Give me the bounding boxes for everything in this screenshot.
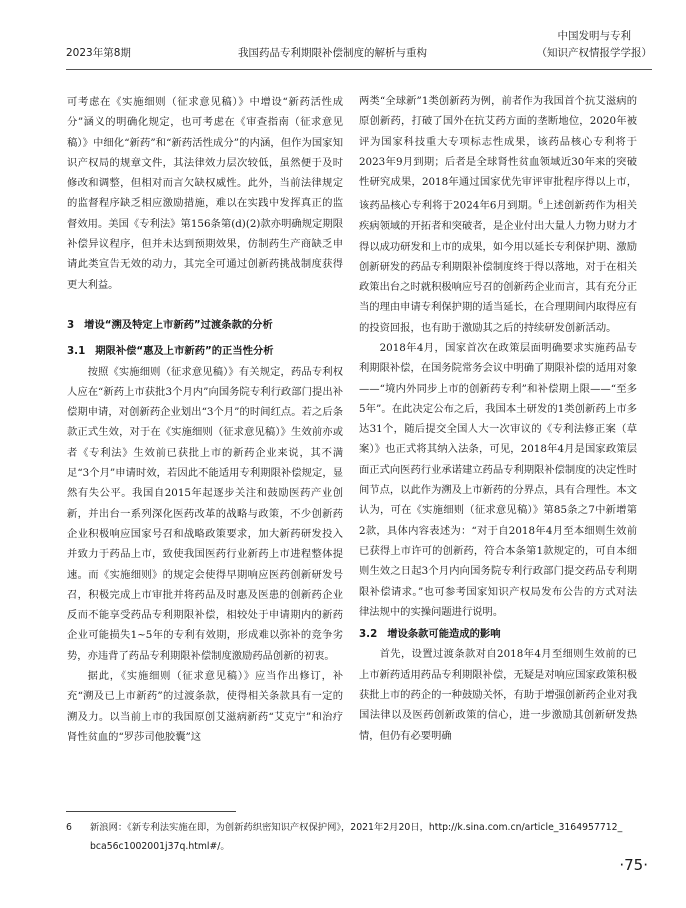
- section-number: 3: [67, 318, 75, 331]
- right-column: [359, 91, 637, 746]
- paragraph: [359, 91, 637, 338]
- issue-label: 2023年第8期: [66, 47, 131, 59]
- header-rule: [66, 69, 652, 70]
- section-heading-3: [67, 315, 343, 335]
- journal-subtitle: （知识产权情报学学报）: [536, 47, 652, 59]
- paragraph: 据此，《实施细则（征求意见稿）》应当作出修订，补充“溯及已上市新药”的过渡条款，使得相关条款具有一定的溯及力。以当前上市的我国原创艾滋病新药“艾克宁”和治疗肾性贫血的“罗莎司他胶囊”这: [67, 670, 343, 743]
- running-title: 我国药品专利期限补偿制度的解析与重构: [238, 47, 427, 59]
- footnote: [66, 818, 626, 856]
- paragraph: 可考虑在《实施细则（征求意见稿）》中增设“新药活性成分”涵义的明确化规定，也可考虑在《审查指南（征求意见稿）》中细化“新药”和“新药活性成分”的内涵，但作为国家知识产权局的规章文件，其法律效力层次较低，虽然便于及时修改和调整，但相对而言欠缺权威性。此外，当前法律规定的监督程序缺乏相应激励措施，难以在实践中发挥真正的监督效用。美国《专利法》第156条第(d)(2)款亦明确规定期限补偿异议程序，但并未达到预期效果，仿制药生产商缺乏申请此类宣告无效的动力，其完全可通过创新药挑战制度获得更大利益。: [67, 96, 343, 291]
- section-title: 期限补偿“惠及上市新药”的正当性分析: [95, 345, 274, 358]
- section-heading-3-1: [67, 341, 343, 361]
- paragraph-text: 上述创新药作为相关疾病领域的开拓者和突破者，是企业付出大量人力物力财力才得以成功研发和上市的成果，如今用以延长专利保护期、激励创新研发的药品专利期限补偿制度终于得以落地，对于在相关政策出台之时就积极响应号召的创新药企业而言，其有充分正当的理由申请专利保护期的适当延长，在合理期间内取得应有的投资回报，也有助于激励其之后的持续研发创新活动。: [359, 199, 638, 334]
- section-number: 3.1: [67, 345, 86, 358]
- paragraph: 按照《实施细则（征求意见稿）》有关规定，药品专利权人应在“新药上市获批3个月内”向国务院专利行政部门提出补偿期申请，对创新药企业划出“3个月”的时间红点。若之后条款正式生效，对于在《实施细则（征求意见稿）》生效前亦或者《专利法》生效前已获批上市的新药企业来说，其不满足“3个月”申请时效，若因此不能适用专利期限补偿规定，显然有失公平。我国自2015年起逐步关注和鼓励医药产业创新，并出台一系列深化医药改革的战略与政策，不少创新药企业积极响应国家号召和战略政策要求，加大新药研发投入并致力于药品上市，致使我国医药行业新药上市进程整体提速。而《实施细则》的规定会使得早期响应医药创新研发号召，积极完成上市审批并将药品及时惠及医患的创新药企业反而不能享受药品专利期限补偿，相较处于申请期内的新药企业可能损失1~5年的专利有效期，形成难以弥补的竞争劣势，亦违背了药品专利期限补偿制度激励药品创新的初衷。: [67, 365, 343, 662]
- page-number: ·75·: [619, 856, 648, 874]
- left-column: [67, 92, 343, 747]
- journal-name-block: [537, 28, 653, 62]
- paragraph-text: 两类“全球新”1类创新药为例，前者作为我国首个抗艾滋病的原创新药，打破了国外在抗艾药方面的垄断地位，2020年被评为国家科技重大专项标志性成果，该药品核心专利将于2023年9月到期；后者是全球肾性贫血领域近30年来的突破性研究成果，2018年通过国家优先审评审批程序得以上市，该药品核心专利将于2024年6月到期。: [359, 95, 637, 212]
- section-heading-3-2: [359, 624, 637, 644]
- paragraph: 2018年4月，国家首次在政策层面明确要求实施药品专利期限补偿，在国务院常务会议中明确了期限补偿的适用对象——“境内外同步上市的创新药专利”和补偿期上限——“至多5年”。在此决定公布之后，我国本土研发的1类创新药上市多达31个，随后提交全国人大一次审议的《专利法修正案（草案）》也正式将其纳入法条，可见，2018年4月是国家政策层面正式向医药行业承诺建立药品专利期限补偿制度的决定性时间节点，以此作为溯及上市新药的分界点，具有合理性。本文认为，可在《实施细则（征求意见稿）》第85条之7中新增第2款，具体内容表述为：“对于自2018年4月至本细则生效前已获得上市许可的创新药，符合本条第1款规定的，可自本细则生效之日起3个月内向国务院专利行政部门提交药品专利期限补偿请求。”也可参考国家知识产权局发布公告的方式对法律法规中的实操问题进行说明。: [359, 341, 638, 618]
- paragraph: 首先，设置过渡条款对自2018年4月至细则生效前的已上市新药适用药品专利期限补偿，无疑是对响应国家政策积极获批上市的药企的一种鼓励关怀，有助于增强创新药企业对我国法律以及医药创新政策的信心，进一步激励其创新研发热情，但仍有必要明确: [359, 648, 638, 742]
- section-number: 3.2: [359, 628, 378, 641]
- section-title: 增设“溯及特定上市新药”过渡条款的分析: [84, 318, 273, 331]
- footnote-line: [66, 818, 626, 837]
- footnote-ref: 6: [538, 198, 543, 207]
- footnote-text: 新浪网：《新专利法实施在即，为创新药织密知识产权保护网》，2021年2月20日，http://k.sina.com.cn/article_3164957712_: [90, 822, 623, 833]
- section-title: 增设条款可能造成的影响: [387, 628, 501, 641]
- page-header: [66, 0, 652, 70]
- footnote-rule: [66, 811, 236, 812]
- footnote-line: bca56c1002001j37q.html#/。: [90, 841, 230, 852]
- footnote-number: 6: [66, 822, 72, 833]
- journal-name: 中国发明与专利: [557, 30, 631, 42]
